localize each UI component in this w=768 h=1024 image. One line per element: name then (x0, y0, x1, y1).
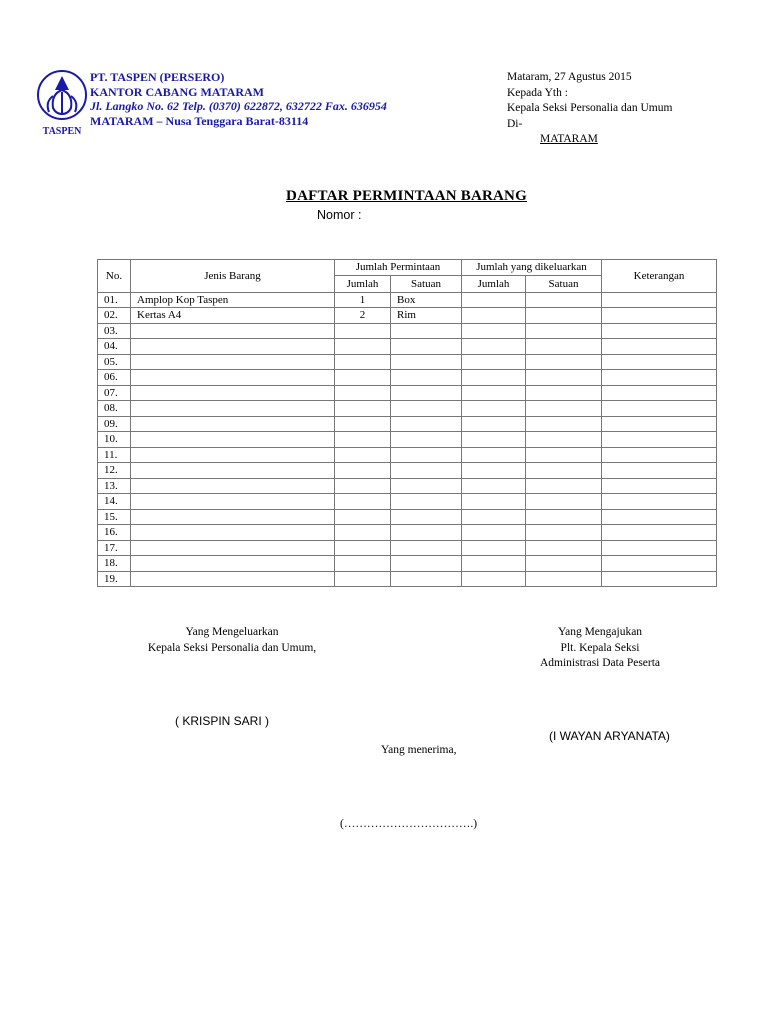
item-name (131, 478, 335, 494)
table-row (98, 478, 717, 494)
header-no: No. (98, 260, 131, 293)
table-row (98, 308, 717, 324)
row-no: 08. (98, 401, 131, 417)
requested-qty (335, 556, 391, 572)
table-row (98, 416, 717, 432)
issued-unit (526, 494, 602, 510)
header-iss-unit: Satuan (526, 275, 602, 292)
issued-unit (526, 478, 602, 494)
table-row (98, 354, 717, 370)
requester-name: (I WAYAN ARYANATA) (549, 729, 670, 743)
issued-qty (462, 525, 526, 541)
header-remarks: Keterangan (602, 260, 717, 293)
issued-unit (526, 401, 602, 417)
table-row (98, 339, 717, 355)
remarks-cell (602, 463, 717, 479)
table-row (98, 525, 717, 541)
issuer-label: Yang Mengeluarkan (185, 626, 279, 638)
table-row (98, 463, 717, 479)
item-name (131, 571, 335, 587)
document-title: DAFTAR PERMINTAAN BARANG (286, 188, 527, 204)
issuer-title: Kepala Seksi Personalia dan Umum, (147, 641, 317, 654)
requested-unit (391, 494, 462, 510)
company-name: PT. TASPEN (PERSERO) (90, 70, 225, 84)
requested-qty (335, 370, 391, 386)
remarks-cell (602, 556, 717, 572)
requested-qty (335, 401, 391, 417)
header-item: Jenis Barang (131, 260, 335, 293)
item-name: Kertas A4 (131, 308, 335, 324)
issued-unit (526, 556, 602, 572)
table-row (98, 385, 717, 401)
remarks-cell (602, 478, 717, 494)
row-no: 10. (98, 432, 131, 448)
table-row (98, 509, 717, 525)
table-row (98, 370, 717, 386)
addressee-block (507, 70, 672, 148)
requested-qty (335, 339, 391, 355)
requested-qty (335, 463, 391, 479)
item-name (131, 370, 335, 386)
issued-unit (526, 525, 602, 541)
requested-qty (335, 385, 391, 401)
item-name (131, 323, 335, 339)
requested-unit (391, 432, 462, 448)
item-name (131, 525, 335, 541)
branch-name: KANTOR CABANG MATARAM (90, 84, 264, 99)
company-address: Jl. Langko No. 62 Telp. (0370) 622872, 632722 Fax. 636954 (90, 99, 387, 113)
issued-unit (526, 292, 602, 308)
requested-unit (391, 323, 462, 339)
table-row (98, 292, 717, 308)
item-name (131, 556, 335, 572)
row-no: 14. (98, 494, 131, 510)
row-no: 04. (98, 339, 131, 355)
requested-unit (391, 370, 462, 386)
requested-unit (391, 571, 462, 587)
requested-qty: 1 (335, 292, 391, 308)
issued-qty (462, 401, 526, 417)
di-label: Di- (507, 117, 523, 130)
remarks-cell (602, 525, 717, 541)
issued-unit (526, 339, 602, 355)
requester-signature-block (500, 625, 700, 672)
recipient-city: MATARAM (540, 133, 598, 145)
issuer-signature-block (112, 625, 352, 656)
issued-qty (462, 354, 526, 370)
recipient: Kepala Seksi Personalia dan Umum (507, 102, 673, 114)
requested-qty (335, 354, 391, 370)
issued-qty (462, 370, 526, 386)
requested-qty (335, 447, 391, 463)
requested-qty (335, 432, 391, 448)
letter-date: Mataram, 27 Agustus 2015 (507, 71, 632, 83)
requested-unit: Box (391, 292, 462, 308)
requested-qty (335, 571, 391, 587)
issued-unit (526, 432, 602, 448)
table-row (98, 323, 717, 339)
row-no: 13. (98, 478, 131, 494)
issued-unit (526, 571, 602, 587)
header-iss-qty: Jumlah (462, 275, 526, 292)
remarks-cell (602, 401, 717, 417)
issued-qty (462, 463, 526, 479)
issued-qty (462, 323, 526, 339)
item-name (131, 447, 335, 463)
issued-qty (462, 571, 526, 587)
issued-qty (462, 339, 526, 355)
row-no: 15. (98, 509, 131, 525)
remarks-cell (602, 416, 717, 432)
receiver-label: Yang menerima, (381, 744, 457, 756)
item-name (131, 339, 335, 355)
requested-unit (391, 478, 462, 494)
requested-qty (335, 540, 391, 556)
remarks-cell (602, 432, 717, 448)
requester-title: Plt. Kepala Seksi (560, 641, 640, 654)
requested-unit (391, 401, 462, 417)
item-name (131, 432, 335, 448)
remarks-cell (602, 447, 717, 463)
item-name: Amplop Kop Taspen (131, 292, 335, 308)
issued-unit (526, 323, 602, 339)
requested-unit (391, 447, 462, 463)
company-city: MATARAM – Nusa Tenggara Barat-83114 (90, 113, 309, 128)
issued-qty (462, 385, 526, 401)
document-number-label: Nomor : (317, 208, 362, 222)
item-name (131, 385, 335, 401)
requested-qty: 2 (335, 308, 391, 324)
issued-qty (462, 540, 526, 556)
issued-qty (462, 478, 526, 494)
requested-unit (391, 540, 462, 556)
requested-qty (335, 525, 391, 541)
remarks-cell (602, 509, 717, 525)
requested-unit (391, 416, 462, 432)
requester-division: Administrasi Data Peserta (539, 657, 661, 669)
issued-unit (526, 509, 602, 525)
remarks-cell (602, 494, 717, 510)
requested-unit (391, 509, 462, 525)
item-name (131, 494, 335, 510)
header-issued: Jumlah yang dikeluarkan (462, 260, 602, 276)
row-no: 03. (98, 323, 131, 339)
row-no: 09. (98, 416, 131, 432)
item-name (131, 401, 335, 417)
header-requested: Jumlah Permintaan (335, 260, 462, 276)
row-no: 06. (98, 370, 131, 386)
issued-qty (462, 308, 526, 324)
remarks-cell (602, 292, 717, 308)
issued-qty (462, 416, 526, 432)
to-label: Kepada Yth : (507, 86, 568, 99)
header-req-unit: Satuan (391, 275, 462, 292)
item-name (131, 509, 335, 525)
table-row (98, 556, 717, 572)
issued-qty (462, 556, 526, 572)
row-no: 01. (98, 292, 131, 308)
table-row (98, 401, 717, 417)
receiver-name-placeholder: (…………………………….) (340, 818, 478, 830)
issued-unit (526, 447, 602, 463)
issuer-name: ( KRISPIN SARI ) (175, 714, 270, 728)
row-no: 19. (98, 571, 131, 587)
taspen-logo (35, 68, 89, 142)
issued-qty (462, 432, 526, 448)
row-no: 05. (98, 354, 131, 370)
table-row (98, 447, 717, 463)
issued-qty (462, 509, 526, 525)
item-name (131, 540, 335, 556)
issued-unit (526, 308, 602, 324)
row-no: 02. (98, 308, 131, 324)
remarks-cell (602, 571, 717, 587)
requested-qty (335, 323, 391, 339)
requested-unit: Rim (391, 308, 462, 324)
row-no: 11. (98, 447, 131, 463)
requested-qty (335, 509, 391, 525)
requested-qty (335, 478, 391, 494)
requester-label: Yang Mengajukan (557, 626, 643, 638)
requested-unit (391, 556, 462, 572)
header-req-qty: Jumlah (335, 275, 391, 292)
issued-unit (526, 354, 602, 370)
row-no: 17. (98, 540, 131, 556)
row-no: 07. (98, 385, 131, 401)
requested-unit (391, 385, 462, 401)
table-row (98, 494, 717, 510)
issued-unit (526, 385, 602, 401)
remarks-cell (602, 354, 717, 370)
table-row (98, 540, 717, 556)
row-no: 12. (98, 463, 131, 479)
requested-unit (391, 339, 462, 355)
issued-qty (462, 494, 526, 510)
issued-unit (526, 416, 602, 432)
remarks-cell (602, 370, 717, 386)
logo-wordmark: TASPEN (42, 126, 82, 137)
row-no: 18. (98, 556, 131, 572)
requested-unit (391, 525, 462, 541)
remarks-cell (602, 339, 717, 355)
item-name (131, 463, 335, 479)
requested-unit (391, 463, 462, 479)
requested-qty (335, 416, 391, 432)
company-header (90, 70, 387, 128)
row-no: 16. (98, 525, 131, 541)
issued-unit (526, 370, 602, 386)
remarks-cell (602, 385, 717, 401)
remarks-cell (602, 323, 717, 339)
issued-qty (462, 447, 526, 463)
issued-unit (526, 463, 602, 479)
item-name (131, 354, 335, 370)
requested-unit (391, 354, 462, 370)
table-row (98, 432, 717, 448)
remarks-cell (602, 540, 717, 556)
issued-qty (462, 292, 526, 308)
requested-qty (335, 494, 391, 510)
table-row (98, 571, 717, 587)
request-table (97, 259, 717, 587)
issued-unit (526, 540, 602, 556)
item-name (131, 416, 335, 432)
remarks-cell (602, 308, 717, 324)
